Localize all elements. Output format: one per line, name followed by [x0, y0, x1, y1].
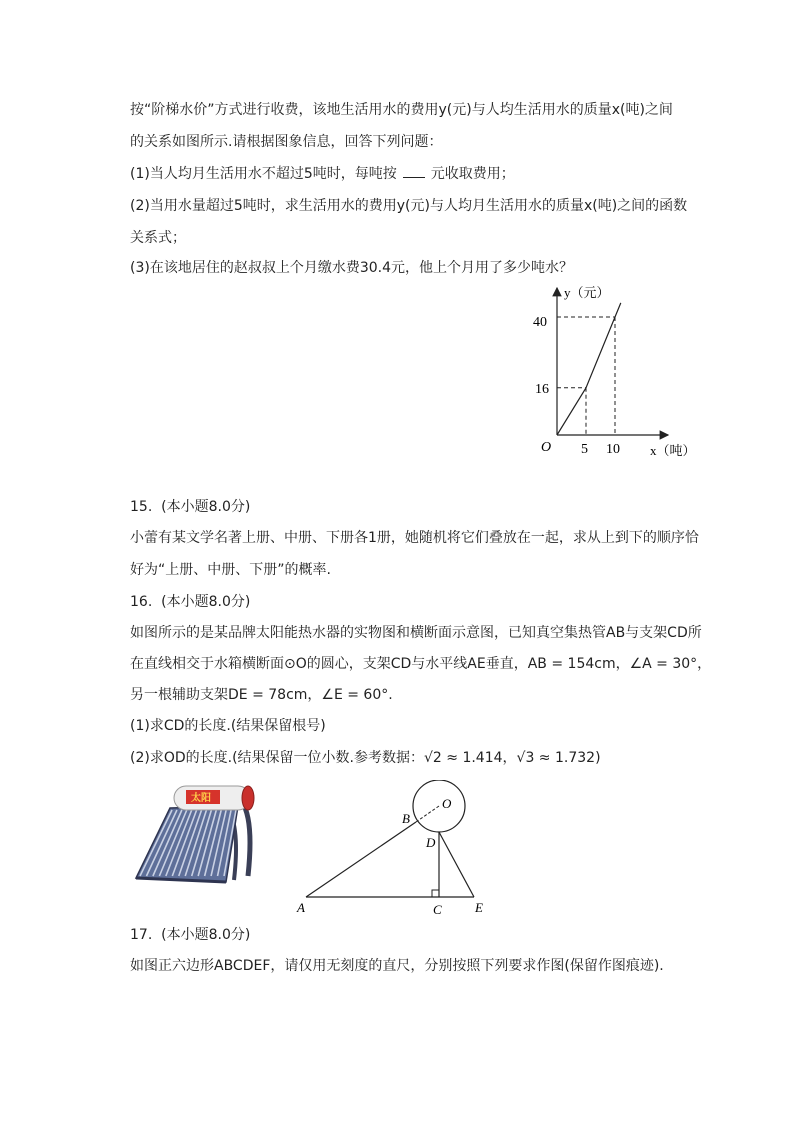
q16-header: [130, 592, 250, 612]
label-o: O: [442, 796, 452, 811]
q14-line-2: 的关系如图所示.请根据图象信息，回答下列问题：: [130, 134, 443, 150]
q15-header: [130, 497, 250, 517]
q15-number: 15.: [130, 499, 153, 515]
y-tick-40: 40: [533, 315, 547, 330]
q14-part-2-line-2: 关系式；: [130, 230, 186, 246]
q16-part-2: (2)求OD的长度.(结果保留一位小数.参考数据：√2 ≈ 1.414，√3 ≈ 1.732): [130, 750, 601, 766]
label-a: A: [297, 900, 305, 915]
q14-part-2-line-1: (2)当用水量超过5吨时，求生活用水的费用y(元)与人均月生活用水的质量x(吨)之间的函数: [130, 198, 688, 214]
right-angle-mark: [432, 890, 439, 897]
water-fee-graph: [525, 280, 700, 465]
q16-number: 16.: [130, 594, 153, 610]
fee-series-line: [557, 303, 621, 435]
geometry-diagram: [290, 780, 500, 920]
answer-blank: [403, 165, 425, 178]
q14-part-1: [130, 164, 515, 184]
segment-ab: [306, 822, 416, 897]
q14-part-1-text: (1)当人均月生活用水不超过5吨时，每吨按: [130, 166, 397, 182]
q16-part-1: (1)求CD的长度.(结果保留根号): [130, 718, 326, 734]
q15-line-2: 好为“上册、中册、下册”的概率.: [130, 562, 331, 578]
y-tick-16: 16: [535, 382, 549, 397]
x-tick-10: 10: [606, 442, 620, 457]
segment-de: [439, 832, 474, 897]
q16-line-3: 另一根辅助支架DE = 78cm，∠E = 60°.: [130, 687, 393, 703]
q16-score: (本小题8.0分): [161, 594, 251, 610]
q17-number: 17.: [130, 927, 153, 943]
q14-part-3: (3)在该地居住的赵叔叔上个月缴水费30.4元，他上个月用了多少吨水？: [130, 260, 574, 276]
q16-line-1: 如图所示的是某品牌太阳能热水器的实物图和横断面示意图，已知真空集热管AB与支架CD所: [130, 625, 702, 641]
x-axis-label: x（吨）: [650, 443, 696, 458]
q17-header: [130, 925, 250, 945]
q15-score: (本小题8.0分): [161, 499, 251, 515]
q14-line-1: 按“阶梯水价”方式进行收费，该地生活用水的费用y(元)与人均生活用水的质量x(吨)之间: [130, 102, 673, 118]
x-tick-5: 5: [581, 442, 588, 457]
label-d: D: [426, 835, 436, 850]
q17-line-1: 如图正六边形ABCDEF，请仅用无刻度的直尺，分别按照下列要求作图(保留作图痕迹).: [130, 958, 664, 974]
q14-part-1-text-end: 元收取费用；: [430, 166, 515, 182]
q16-line-2: 在直线相交于水箱横断面⊙O的圆心，支架CD与水平线AE垂直，AB = 154cm，∠A = 30°，: [130, 656, 712, 672]
heater-brand: 太阳: [191, 793, 211, 804]
q17-score: (本小题8.0分): [161, 927, 251, 943]
q15-line-1: 小蕾有某文学名著上册、中册、下册各1册，她随机将它们叠放在一起，求从上到下的顺序恰: [130, 530, 699, 546]
segment-bo: [416, 806, 439, 822]
origin-label: O: [541, 440, 552, 455]
label-b: B: [402, 811, 410, 826]
solar-heater-photo: [130, 780, 260, 890]
label-c: C: [433, 902, 442, 917]
label-e: E: [475, 900, 483, 915]
y-axis-label: y（元）: [564, 285, 610, 300]
